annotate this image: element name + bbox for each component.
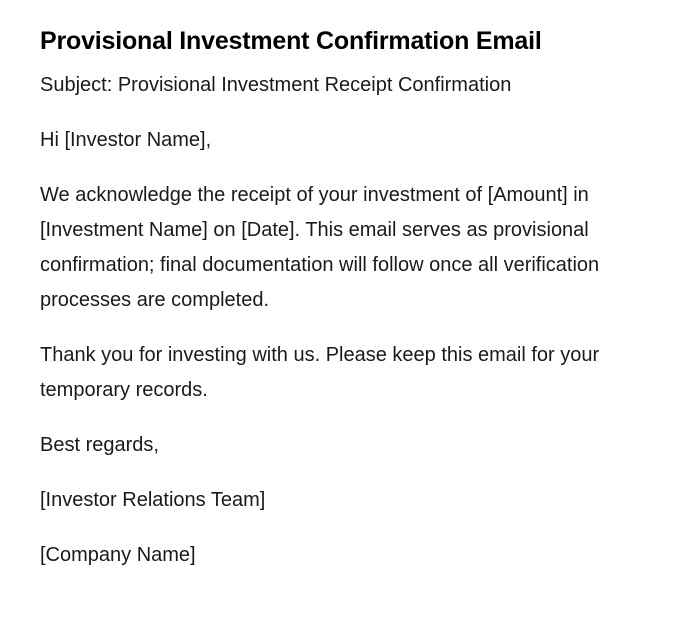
document-title: Provisional Investment Confirmation Email	[40, 27, 542, 55]
email-subject: Subject: Provisional Investment Receipt Confirmation	[40, 74, 512, 96]
email-greeting: Hi [Investor Name],	[40, 129, 212, 151]
signature-team: [Investor Relations Team]	[40, 489, 266, 511]
email-closing: Best regards,	[40, 434, 159, 456]
email-body-paragraph: We acknowledge the receipt of your investment of [Amount] in [Investment Name] on [Date]. This email serves as provisional confirmation; final documentation will follow once all verification processes are completed.	[40, 184, 600, 311]
email-body-paragraph-thanks: Thank you for investing with us. Please keep this email for your temporary records.	[40, 344, 600, 401]
email-document	[40, 22, 640, 593]
signature-company: [Company Name]	[40, 544, 196, 566]
